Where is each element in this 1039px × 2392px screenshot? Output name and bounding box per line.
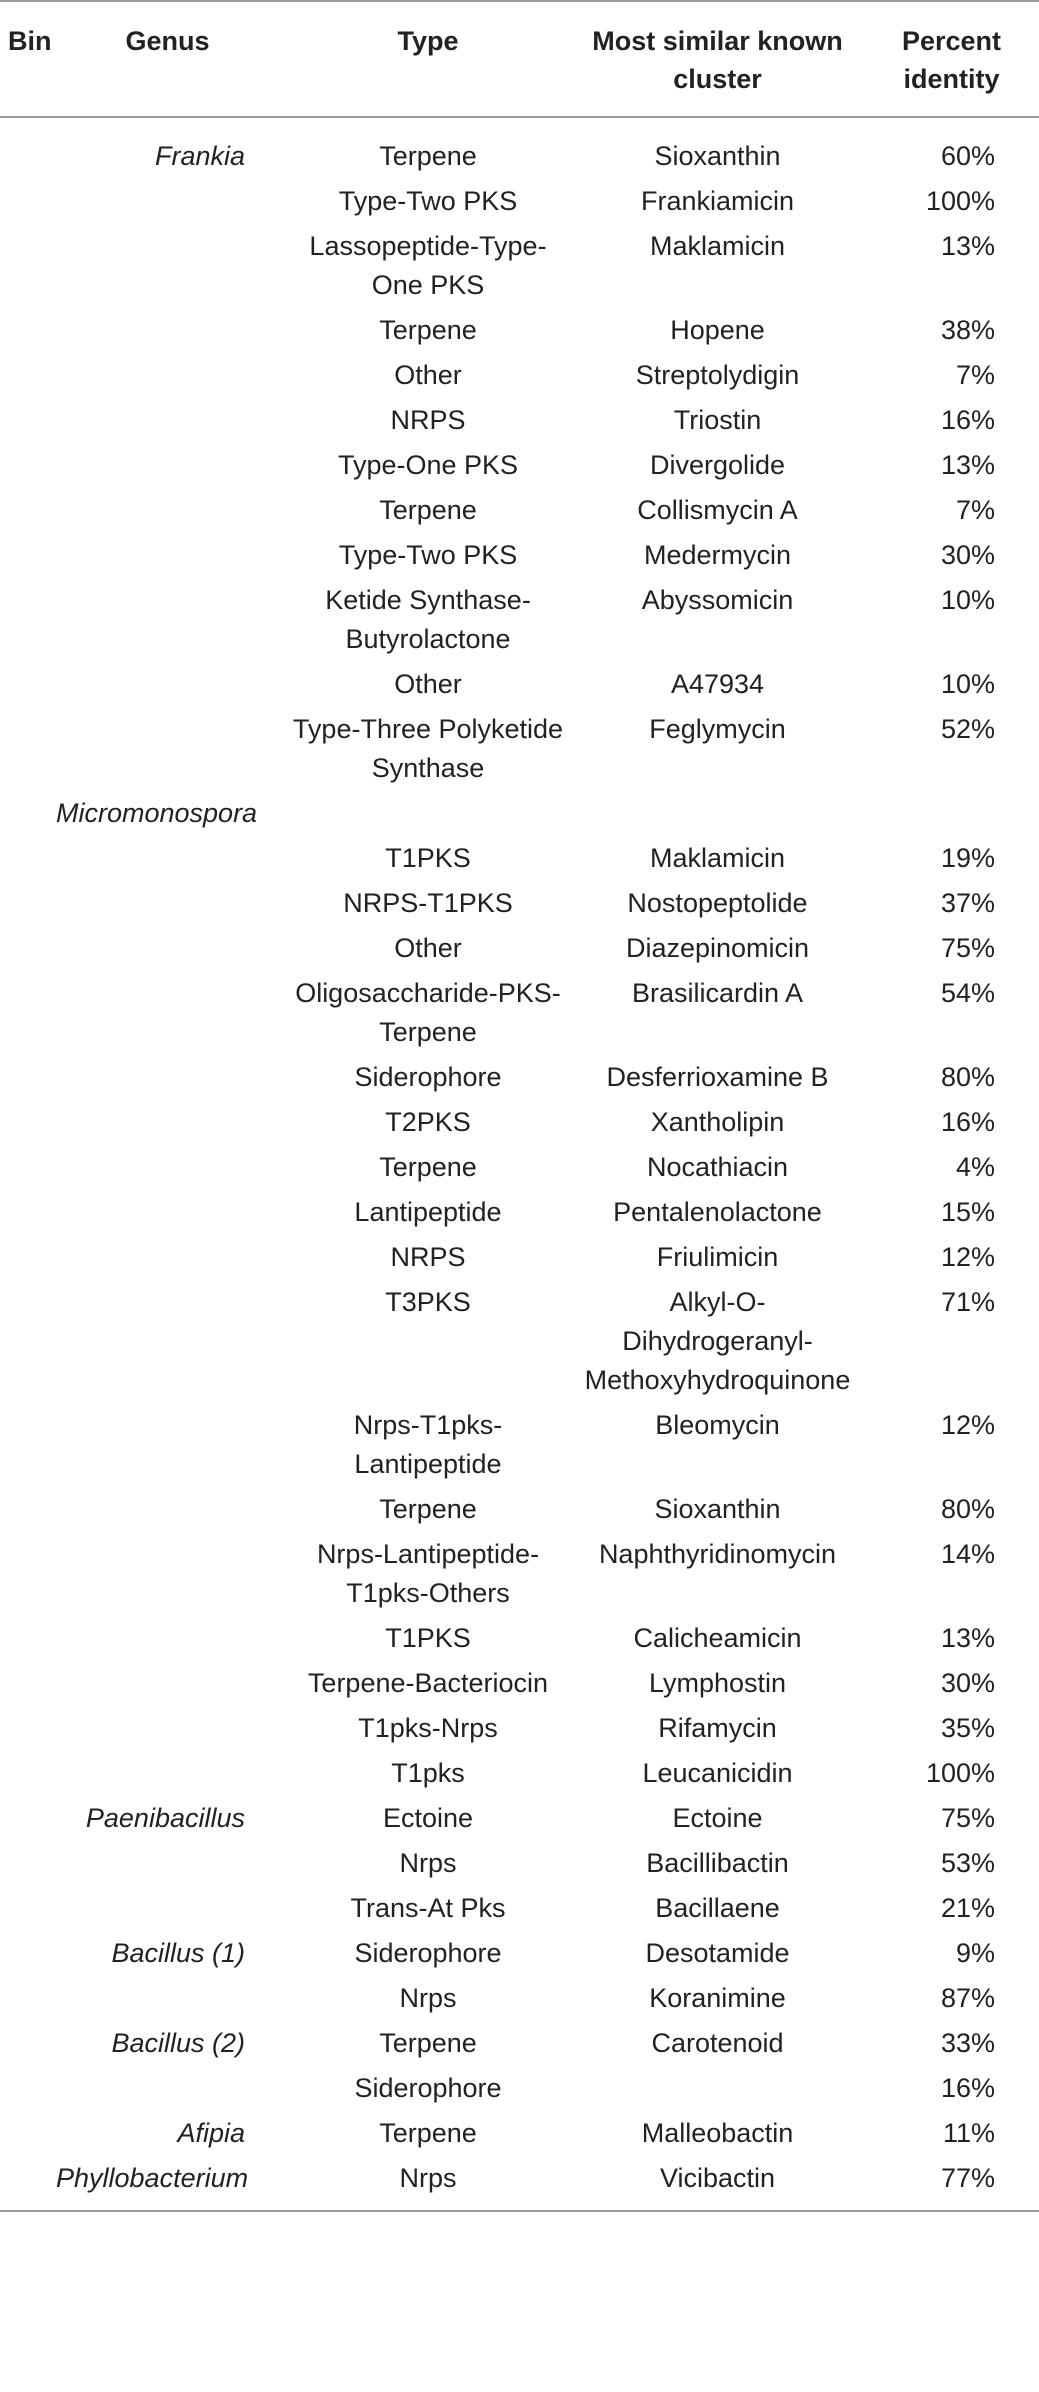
cluster-cell: A47934: [670, 669, 765, 699]
genus-cell: [50, 836, 285, 881]
bin-cell: [0, 1796, 50, 1841]
percent-identity-cell: 77%: [940, 2163, 995, 2193]
bin-cell: [0, 1706, 50, 1751]
genus-cell: Afipia: [177, 2118, 245, 2148]
genus-cell: [50, 1661, 285, 1706]
table-row: [0, 662, 1039, 707]
cluster-cell: Hopene: [670, 315, 765, 345]
type-cell: Trans-At Pks: [350, 1893, 506, 1923]
type-cell: T1pks: [391, 1758, 465, 1788]
bin-cell: [0, 971, 50, 1055]
table-row: [0, 836, 1039, 881]
cluster-cell: Xantholipin: [650, 1107, 785, 1137]
cluster-cell: Nocathiacin: [646, 1152, 789, 1182]
percent-identity-cell: 7%: [955, 495, 995, 525]
cluster-cell: Medermycin: [643, 540, 792, 570]
bin-cell: [0, 1190, 50, 1235]
table-row: [0, 1235, 1039, 1280]
table-row: [0, 1145, 1039, 1190]
type-cell: Type-Three Polyketide Synthase: [292, 714, 564, 783]
percent-identity-cell: 11%: [942, 2118, 995, 2148]
table-row: [0, 398, 1039, 443]
cluster-cell: Koranimine: [649, 1983, 786, 2013]
bin-cell: [0, 707, 50, 791]
bin-cell: [0, 1280, 50, 1403]
cluster-cell: Bleomycin: [655, 1410, 780, 1440]
table-header: [0, 1, 1039, 117]
genus-cell: [50, 1886, 285, 1931]
percent-identity-cell: 10%: [940, 585, 995, 615]
type-cell: Ketide Synthase-Butyrolactone: [325, 585, 531, 654]
percent-identity-cell: 71%: [940, 1287, 995, 1317]
type-cell: T2PKS: [385, 1107, 471, 1137]
bin-cell: [0, 533, 50, 578]
percent-identity-cell: 37%: [940, 888, 995, 918]
genus-cell: [50, 1100, 285, 1145]
genus-cell: [50, 1706, 285, 1751]
genus-cell: Paenibacillus: [85, 1803, 245, 1833]
genus-cell: [50, 353, 285, 398]
bin-cell: [0, 1403, 50, 1487]
percent-identity-cell: 13%: [940, 450, 995, 480]
table-row: [0, 2066, 1039, 2111]
table-row: [0, 353, 1039, 398]
table-row: [0, 2156, 1039, 2211]
table-row: [0, 1931, 1039, 1976]
type-cell: Terpene: [379, 141, 477, 171]
type-cell: Nrps: [399, 1983, 457, 2013]
bin-cell: [0, 1145, 50, 1190]
bin-cell: [0, 836, 50, 881]
percent-identity-cell: 15%: [940, 1197, 995, 1227]
percent-identity-cell: 16%: [940, 405, 995, 435]
bin-cell: [0, 224, 50, 308]
bin-cell: [0, 308, 50, 353]
type-cell: Siderophore: [354, 1062, 502, 1092]
bin-cell: [0, 443, 50, 488]
percent-identity-cell: 75%: [940, 933, 995, 963]
cluster-cell: Abyssomicin: [641, 585, 794, 615]
type-cell: Siderophore: [354, 2073, 502, 2103]
table-row: [0, 707, 1039, 791]
cluster-cell: Brasilicardin A: [631, 978, 804, 1008]
percent-identity-cell: 12%: [940, 1242, 995, 1272]
bin-cell: [0, 1751, 50, 1796]
bin-cell: [0, 2066, 50, 2111]
type-cell: Type-One PKS: [337, 450, 519, 480]
bin-cell: [0, 926, 50, 971]
type-cell: Terpene: [379, 2118, 477, 2148]
percent-identity-cell: 52%: [940, 714, 995, 744]
cluster-cell: Calicheamicin: [633, 1623, 802, 1653]
genus-cell: [50, 1403, 285, 1487]
bin-cell: [0, 881, 50, 926]
header-most-similar-cluster: Most similar known cluster: [592, 26, 843, 94]
genus-cell: [50, 1280, 285, 1403]
table-row: [0, 1190, 1039, 1235]
table-body: [0, 117, 1039, 2211]
percent-identity-cell: 12%: [940, 1410, 995, 1440]
genus-cell: [50, 224, 285, 308]
type-cell: NRPS: [390, 405, 466, 435]
type-cell: NRPS: [390, 1242, 466, 1272]
bin-cell: [0, 1841, 50, 1886]
genus-cell: [50, 1976, 285, 2021]
percent-identity-cell: 21%: [940, 1893, 995, 1923]
genus-cell: [50, 1841, 285, 1886]
genus-cell: [50, 2066, 285, 2111]
type-cell: Terpene: [379, 2028, 477, 2058]
type-cell: Nrps-Lantipeptide-T1pks-Others: [316, 1539, 540, 1608]
cluster-cell: Diazepinomicin: [625, 933, 810, 963]
genus-cell: [50, 926, 285, 971]
genus-cell: [50, 881, 285, 926]
cluster-cell: Ectoine: [672, 1803, 763, 1833]
percent-identity-cell: 35%: [940, 1713, 995, 1743]
cluster-cell: [571, 2066, 864, 2111]
type-cell: T1pks-Nrps: [358, 1713, 498, 1743]
type-cell: Terpene: [379, 495, 477, 525]
percent-identity-cell: 13%: [940, 231, 995, 261]
type-cell: T1PKS: [385, 1623, 471, 1653]
table-row: [0, 179, 1039, 224]
cluster-cell: Naphthyridinomycin: [598, 1539, 837, 1569]
header-percent-identity: Percent identity: [901, 26, 1002, 94]
cluster-cell: Sioxanthin: [654, 141, 781, 171]
type-cell: T3PKS: [385, 1287, 471, 1317]
percent-identity-cell: 19%: [940, 843, 995, 873]
percent-identity-cell: 54%: [940, 978, 995, 1008]
percent-identity-cell: 80%: [940, 1062, 995, 1092]
bin-cell: [0, 1661, 50, 1706]
percent-identity-cell: 60%: [940, 141, 995, 171]
cluster-cell: Lymphostin: [648, 1668, 787, 1698]
bin-cell: [0, 1100, 50, 1145]
genus-cell: [50, 398, 285, 443]
table-row: [0, 791, 1039, 836]
header-genus: Genus: [125, 26, 210, 56]
table-row: [0, 881, 1039, 926]
percent-identity-cell: 9%: [955, 1938, 995, 1968]
table-row: [0, 2111, 1039, 2156]
header-row: [0, 1, 1039, 117]
type-cell: Ectoine: [382, 1803, 474, 1833]
header-bin: Bin: [8, 26, 52, 56]
genus-cell: Bacillus (1): [111, 1938, 245, 1968]
percent-identity-cell: 53%: [940, 1848, 995, 1878]
percent-identity-cell: 75%: [940, 1803, 995, 1833]
table-row: [0, 926, 1039, 971]
table-row: [0, 1487, 1039, 1532]
genus-cell: [50, 1751, 285, 1796]
percent-identity-cell: 16%: [940, 2073, 995, 2103]
type-cell: Other: [394, 669, 462, 699]
table-row: [0, 1403, 1039, 1487]
type-cell: Type-Two PKS: [338, 186, 518, 216]
percent-identity-cell: [864, 791, 1039, 836]
genus-cell: [50, 308, 285, 353]
type-cell: Nrps-T1pks-Lantipeptide: [353, 1410, 503, 1479]
percent-identity-cell: 4%: [955, 1152, 995, 1182]
cluster-cell: Malleobactin: [641, 2118, 794, 2148]
genus-cell: [50, 1190, 285, 1235]
type-cell: Other: [394, 933, 462, 963]
type-cell: Lassopeptide-Type-One PKS: [309, 231, 547, 300]
bin-cell: [0, 1532, 50, 1616]
bin-cell: [0, 179, 50, 224]
cluster-cell: Pentalenolactone: [613, 1197, 822, 1227]
type-cell: Other: [394, 360, 462, 390]
table-row: [0, 308, 1039, 353]
table-row: [0, 1532, 1039, 1616]
cluster-cell: Friulimicin: [656, 1242, 779, 1272]
percent-identity-cell: 16%: [940, 1107, 995, 1137]
percent-identity-cell: 80%: [940, 1494, 995, 1524]
table-row: [0, 1796, 1039, 1841]
percent-identity-cell: 100%: [925, 186, 995, 216]
percent-identity-cell: 38%: [940, 315, 995, 345]
percent-identity-cell: 100%: [925, 1758, 995, 1788]
percent-identity-cell: 33%: [940, 2028, 995, 2058]
bin-cell: [0, 488, 50, 533]
type-cell: [285, 791, 571, 836]
cluster-cell: Sioxanthin: [654, 1494, 781, 1524]
cluster-cell: Maklamicin: [649, 843, 786, 873]
bin-cell: [0, 2111, 50, 2156]
cluster-cell: Desotamide: [645, 1938, 790, 1968]
table-row: [0, 443, 1039, 488]
type-cell: Lantipeptide: [354, 1197, 502, 1227]
percent-identity-cell: 10%: [940, 669, 995, 699]
genus-cell: [50, 971, 285, 1055]
cluster-cell: Bacillaene: [655, 1893, 780, 1923]
cluster-cell: Nostopeptolide: [627, 888, 808, 918]
bin-cell: [0, 662, 50, 707]
genus-cell: [50, 1616, 285, 1661]
cluster-cell: Maklamicin: [649, 231, 786, 261]
type-cell: T1PKS: [385, 843, 471, 873]
cluster-cell: Carotenoid: [651, 2028, 784, 2058]
table-row: [0, 1616, 1039, 1661]
header-type: Type: [397, 26, 459, 56]
genus-cell: Bacillus (2): [111, 2028, 245, 2058]
bin-cell: [0, 1976, 50, 2021]
type-cell: Nrps: [399, 2163, 457, 2193]
genus-cell: [50, 707, 285, 791]
table-row: [0, 533, 1039, 578]
bin-cell: [0, 1487, 50, 1532]
type-cell: Oligosaccharide-PKS-Terpene: [295, 978, 561, 1047]
table-row: [0, 1706, 1039, 1751]
cluster-cell: [571, 791, 864, 836]
bin-cell: [0, 117, 50, 179]
type-cell: Nrps: [399, 1848, 457, 1878]
genus-cell: [50, 578, 285, 662]
genus-cell: [50, 1487, 285, 1532]
type-cell: Terpene: [379, 1152, 477, 1182]
bin-cell: [0, 398, 50, 443]
cluster-cell: Frankiamicin: [640, 186, 795, 216]
genus-cell: Phyllobacterium: [56, 2163, 249, 2193]
table-row: [0, 2021, 1039, 2066]
bin-cell: [0, 353, 50, 398]
cluster-cell: Leucanicidin: [642, 1758, 793, 1788]
type-cell: Siderophore: [354, 1938, 502, 1968]
cluster-cell: Alkyl-O-Dihydrogeranyl-Methoxyhydroquinone: [584, 1287, 851, 1395]
genus-cell: [50, 179, 285, 224]
percent-identity-cell: 30%: [940, 1668, 995, 1698]
genus-cell: [50, 662, 285, 707]
percent-identity-cell: 87%: [940, 1983, 995, 2013]
table-row: [0, 1886, 1039, 1931]
bin-cell: [0, 1055, 50, 1100]
cluster-cell: Collismycin A: [637, 495, 798, 525]
genus-cell: Micromonospora: [56, 798, 258, 828]
genus-cell: [50, 1145, 285, 1190]
percent-identity-cell: 7%: [955, 360, 995, 390]
type-cell: Terpene: [379, 1494, 477, 1524]
type-cell: Type-Two PKS: [338, 540, 518, 570]
table-row: [0, 1661, 1039, 1706]
percent-identity-cell: 13%: [940, 1623, 995, 1653]
table-row: [0, 971, 1039, 1055]
genus-cell: [50, 533, 285, 578]
percent-identity-cell: 14%: [940, 1539, 995, 1569]
table-row: [0, 117, 1039, 179]
genus-cell: Frankia: [154, 141, 245, 171]
bin-cell: [0, 578, 50, 662]
table-row: [0, 1976, 1039, 2021]
cluster-cell: Desferrioxamine B: [606, 1062, 829, 1092]
bin-cell: [0, 2156, 50, 2211]
cluster-cell: Feglymycin: [649, 714, 786, 744]
bin-cell: [0, 1235, 50, 1280]
table-row: [0, 1751, 1039, 1796]
bin-cell: [0, 1616, 50, 1661]
table-row: [0, 1100, 1039, 1145]
cluster-cell: Streptolydigin: [635, 360, 800, 390]
table-row: [0, 1280, 1039, 1403]
genus-cell: [50, 443, 285, 488]
genus-cell: [50, 1055, 285, 1100]
table-row: [0, 1055, 1039, 1100]
table-row: [0, 224, 1039, 308]
cluster-cell: Rifamycin: [658, 1713, 777, 1743]
genus-cell: [50, 1235, 285, 1280]
percent-identity-cell: 30%: [940, 540, 995, 570]
bin-cell: [0, 791, 50, 836]
genus-cell: [50, 1532, 285, 1616]
bin-cell: [0, 1886, 50, 1931]
bin-cell: [0, 2021, 50, 2066]
bin-cell: [0, 1931, 50, 1976]
table-row: [0, 488, 1039, 533]
cluster-cell: Vicibactin: [659, 2163, 776, 2193]
type-cell: NRPS-T1PKS: [343, 888, 513, 918]
cluster-cell: Triostin: [673, 405, 762, 435]
type-cell: Terpene-Bacteriocin: [307, 1668, 549, 1698]
cluster-cell: Bacillibactin: [646, 1848, 789, 1878]
genus-cell: [50, 488, 285, 533]
table-row: [0, 578, 1039, 662]
table-row: [0, 1841, 1039, 1886]
cluster-cell: Divergolide: [649, 450, 786, 480]
type-cell: Terpene: [379, 315, 477, 345]
